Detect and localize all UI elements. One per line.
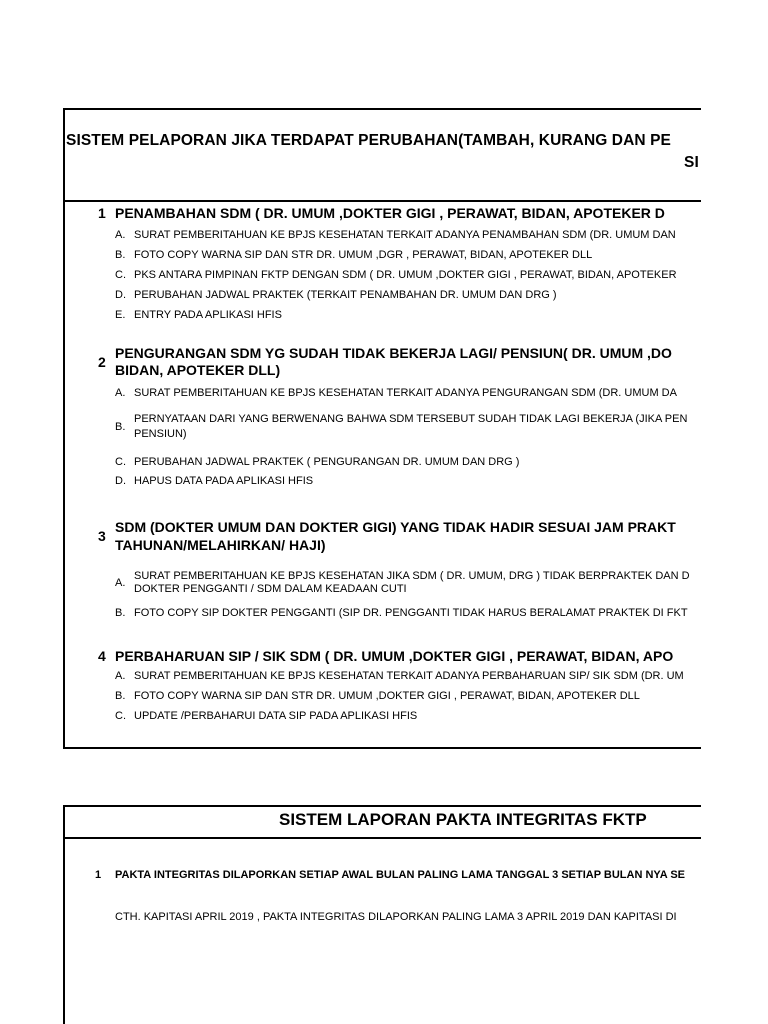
group1-heading: PENAMBAHAN SDM ( DR. UMUM ,DOKTER GIGI , PERAWAT, BIDAN, APOTEKER D [115,205,665,221]
item-letter: B. [115,421,126,433]
section2-title: SISTEM LAPORAN PAKTA INTEGRITAS FKTP [279,810,647,829]
section1-divider [63,200,701,202]
item-letter: A. [115,670,126,682]
list-item: HAPUS DATA PADA APLIKASI HFIS [134,475,314,487]
list-item: ENTRY PADA APLIKASI HFIS [134,309,282,321]
list-item: FOTO COPY WARNA SIP DAN STR DR. UMUM ,DOKTER GIGI , PERAWAT, BIDAN, APOTEKER DLL [134,690,640,702]
list-item: SURAT PEMBERITAHUAN KE BPJS KESEHATAN TERKAIT ADANYA PENGURANGAN SDM (DR. UMUM DA [134,387,677,399]
pakta-line1: PAKTA INTEGRITAS DILAPORKAN SETIAP AWAL BULAN PALING LAMA TANGGAL 3 SETIAP BULAN NYA SE [115,869,685,881]
item-letter: A. [115,387,126,399]
item-letter: A. [115,577,126,589]
group3-heading: SDM (DOKTER UMUM DAN DOKTER GIGI) YANG TIDAK HADIR SESUAI JAM PRAKT [115,519,676,535]
group3-heading-line2: TAHUNAN/MELAHIRKAN/ HAJI) [115,537,326,553]
item-letter: E. [115,309,126,321]
item-letter: B. [115,249,126,261]
item-letter: C. [115,269,126,281]
item-letter: D. [115,475,126,487]
list-item: SURAT PEMBERITAHUAN KE BPJS KESEHATAN TERKAIT ADANYA PERBAHARUAN SIP/ SIK SDM (DR. UM [134,670,684,682]
item-letter: B. [115,607,126,619]
group2-number: 2 [98,354,106,370]
list-item: PERUBAHAN JADWAL PRAKTEK ( PENGURANGAN DR. UMUM DAN DRG ) [134,456,520,468]
item-letter: C. [115,710,126,722]
group4-number: 4 [98,648,106,664]
list-item: FOTO COPY SIP DOKTER PENGGANTI (SIP DR. PENGGANTI TIDAK HARUS BERALAMAT PRAKTEK DI FKT [134,607,688,619]
section1-title: SISTEM PELAPORAN JIKA TERDAPAT PERUBAHAN(TAMBAH, KURANG DAN PE [66,132,671,149]
list-item: SURAT PEMBERITAHUAN KE BPJS KESEHATAN JIKA SDM ( DR. UMUM, DRG ) TIDAK BERPRAKTEK DAN D [134,570,690,582]
list-item: PERUBAHAN JADWAL PRAKTEK (TERKAIT PENAMBAHAN DR. UMUM DAN DRG ) [134,289,557,301]
item-letter: A. [115,229,126,241]
list-item: PKS ANTARA PIMPINAN FKTP DENGAN SDM ( DR. UMUM ,DOKTER GIGI , PERAWAT, BIDAN, APOTEKER [134,269,677,281]
group3-number: 3 [98,528,106,544]
pakta-example: CTH. KAPITASI APRIL 2019 , PAKTA INTEGRITAS DILAPORKAN PALING LAMA 3 APRIL 2019 DAN KAPITASI DI [115,911,677,923]
list-item: FOTO COPY WARNA SIP DAN STR DR. UMUM ,DGR , PERAWAT, BIDAN, APOTEKER DLL [134,249,593,261]
group4-heading: PERBAHARUAN SIP / SIK SDM ( DR. UMUM ,DOKTER GIGI , PERAWAT, BIDAN, APO [115,648,674,664]
item-letter: D. [115,289,126,301]
section1-title-line2: SI [684,154,699,171]
group1-number: 1 [98,205,106,221]
group2-heading-line2: BIDAN, APOTEKER DLL) [115,362,281,378]
item-letter: C. [115,456,126,468]
list-item: PERNYATAAN DARI YANG BERWENANG BAHWA SDM TERSEBUT SUDAH TIDAK LAGI BEKERJA (JIKA PEN [134,413,688,425]
list-item: UPDATE /PERBAHARUI DATA SIP PADA APLIKASI HFIS [134,710,418,722]
list-item: SURAT PEMBERITAHUAN KE BPJS KESEHATAN TERKAIT ADANYA PENAMBAHAN SDM (DR. UMUM DAN [134,229,676,241]
section2-divider [63,837,701,839]
list-item-line2: DOKTER PENGGANTI / SDM DALAM KEADAAN CUTI [134,583,407,595]
item-letter: B. [115,690,126,702]
pakta-number: 1 [95,869,102,881]
group2-heading: PENGURANGAN SDM YG SUDAH TIDAK BEKERJA LAGI/ PENSIUN( DR. UMUM ,DO [115,345,672,361]
list-item-line2: PENSIUN) [134,428,187,440]
